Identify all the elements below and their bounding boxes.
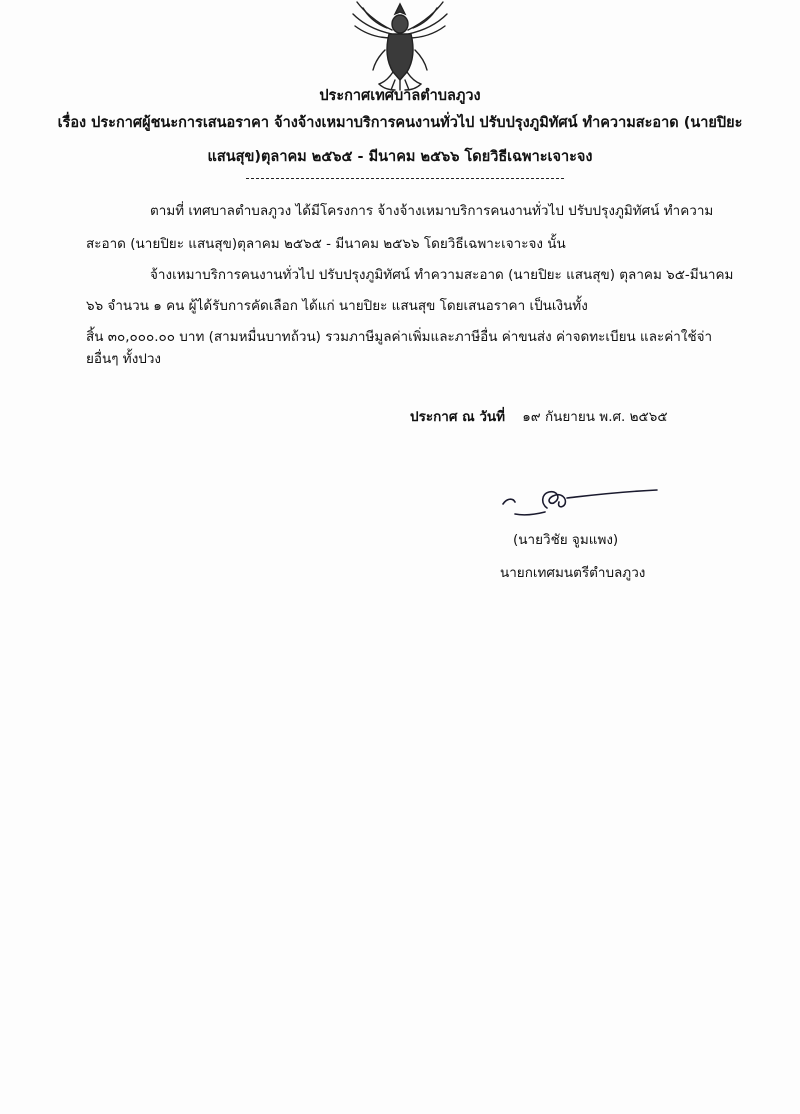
body-line: จ้างเหมาบริการคนงานทั่วไป ปรับปรุงภูมิทัศน์ ทำความสะอาด (นายปิยะ แสนสุข) ตุลาคม ๖๕-มีนาคม	[150, 267, 734, 283]
body-line: สิ้น ๓๐,๐๐๐.๐๐ บาท (สามหมื่นบาทถ้วน) รวมภาษีมูลค่าเพิ่มและภาษีอื่น ค่าขนส่ง ค่าจดทะเบียน และค่าใช้จ่า	[86, 329, 713, 345]
body-line: ตามที่ เทศบาลตำบลภูวง ได้มีโครงการ จ้างจ้างเหมาบริการคนงานทั่วไป ปรับปรุงภูมิทัศน์ ทำความ	[150, 203, 714, 219]
announcement-date-label: ประกาศ ณ วันที่	[410, 409, 506, 425]
signer-name: (นายวิชัย จูมแพง)	[513, 532, 619, 548]
body-line: ยอื่นๆ ทั้งปวง	[86, 351, 162, 367]
announcement-date	[410, 407, 668, 427]
signer-position: นายกเทศมนตรีตำบลภูวง	[500, 565, 646, 581]
subject-line-1: เรื่อง ประกาศผู้ชนะการเสนอราคา จ้างจ้างเหมาบริการคนงานทั่วไป ปรับปรุงภูมิทัศน์ ทำความสะอาด (นายปิยะ	[57, 115, 743, 131]
document-title: ประกาศเทศบาลตำบลภูวง	[319, 88, 481, 104]
handwritten-signature	[495, 478, 665, 518]
separator-line	[246, 178, 564, 179]
announcement-date-value: ๑๙ กันยายน พ.ศ. ๒๕๖๕	[522, 409, 668, 425]
garuda-emblem-icon	[345, 0, 455, 92]
body-line: ๖๖ จำนวน ๑ คน ผู้ได้รับการคัดเลือก ได้แก่ นายปิยะ แสนสุข โดยเสนอราคา เป็นเงินทั้ง	[86, 298, 588, 314]
body-line: สะอาด (นายปิยะ แสนสุข)ตุลาคม ๒๕๖๕ - มีนาคม ๒๕๖๖ โดยวิธีเฉพาะเจาะจง นั้น	[86, 236, 566, 252]
subject-line-2: แสนสุข)ตุลาคม ๒๕๖๕ - มีนาคม ๒๕๖๖ โดยวิธีเฉพาะเจาะจง	[207, 149, 593, 165]
